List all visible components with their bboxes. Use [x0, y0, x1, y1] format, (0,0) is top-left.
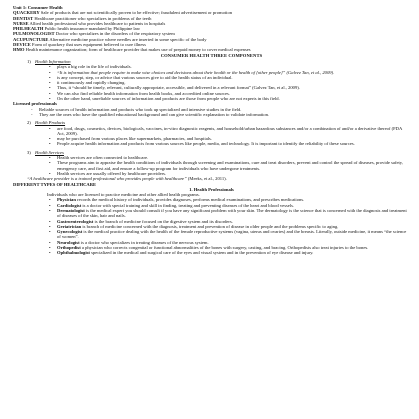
- professional-item: • Cardiologist is a doctor with special training and skill in finding, treating and preventing diseases of the heart and blood vessels.: [57, 203, 410, 208]
- definition-line: NURSE Allied health professional who provides healthcare to patients in hospitals: [13, 20, 166, 26]
- section-title: 3) Health Services: [27, 149, 64, 155]
- section-health-products: [13, 120, 410, 146]
- bullet-item: • it continuously and rapidly changing.: [57, 80, 410, 85]
- licensed-heading: Licensed professionals: [13, 101, 57, 107]
- professionals-list: [13, 197, 410, 255]
- definition-line: ACUPUNCTURE Alternative medicine practice where needles are inserted in some specific of the body: [13, 36, 207, 42]
- professionals-intro: Individuals who are licensed to practice medicine and other allied health programs.: [47, 192, 200, 198]
- bullet-list: [13, 155, 410, 176]
- bullet-item: • These programs aim to appraise the health conditions of individuals through screening and examinations, cure and treat disorders, prevent and control the spread of diseases, provide safety, emergency care, and first aid, and ensure a follow-up program for individuals who have undergone treatments.: [57, 160, 410, 171]
- bullet-item: • are food, drugs, cosmetics, devices, biologicals, vaccines, in-vitro diagnostic reagents, and household/urban hazardous substances and/or a combination of and/or a derivative thereof (FDA Act, 2009).: [57, 126, 410, 137]
- professional-item: • Neurologist is a doctor who specializes in treating diseases of the nervous system.: [57, 240, 410, 245]
- professionals-heading: 1. Health Professionals: [189, 186, 234, 192]
- section-health-services: [13, 150, 410, 176]
- bullet-item: • We can also find reliable health information from health books, and accredited online sources.: [57, 91, 410, 96]
- bullet-item: • plays a big role in the life of individuals.: [57, 64, 410, 69]
- professional-item: • Geriatrician is branch of medicine concerned with the diagnosis, treatment and prevention of disease in older people and the problems specific to aging.: [57, 224, 410, 229]
- definition-line: DEVICE Form of quackery that uses equipment believed to cure illness: [13, 42, 146, 48]
- section-title: 2) Health Products: [27, 120, 66, 126]
- bullet-item: • Thus, it “should be timely, relevant, culturally appropriate, accessible, and delivered in a relevant format” (Galvez Tan, et al., 2009).: [57, 85, 410, 90]
- professional-item: • Ophthalmologist specialized in the medical and surgical care of the eyes and visual system and in the prevention of eye disease and injury.: [57, 250, 410, 255]
- bullet-item: • Health services are often connected to healthcare.: [57, 155, 410, 160]
- bullet-item: • may be purchased from various places like supermarkets, pharmacies, and hospitals.: [57, 136, 410, 141]
- dash-item: - Reliable sources of health information and products who took up specialized and intensive studies in the field.: [39, 107, 410, 112]
- definitions-list: [13, 10, 410, 52]
- professional-item: • Dermatologist is the medical expert you should consult if you have any significant problem with your skin. The dermatology is the science that is concerned with the diagnosis and treatment of diseases of the skin, hair and nails.: [57, 208, 410, 219]
- bullet-list: [13, 64, 410, 101]
- licensed-list: [13, 107, 410, 118]
- bullet-item: • is any concept, step, or advice that various sources give to aid the health status of an individual.: [57, 75, 410, 80]
- bullet-item: • “It is information that people require to make wise choices and decisions about their health or the health of [other people]” (Galvez Tan, et al., 2009).: [57, 70, 410, 75]
- section-health-information: [13, 59, 410, 101]
- dash-item: - They are the ones who have the qualified educational background and can give scientific explanation to validate information.: [39, 112, 410, 117]
- bullet-item: • People acquire health information and products from various sources like people, media, and technology. It is important to identify the reliability of these sources.: [57, 141, 410, 146]
- bullet-item: • Health services are usually offered by healthcare providers.: [57, 171, 410, 176]
- definition-line: DENTIST Healthcare practitioner who specializes in problems of the teeth: [13, 15, 152, 21]
- bullet-list: [13, 126, 410, 147]
- definition-line: QUACKERY Sale of products that are not scientifically proven to be effective; fraudulent advertisement or promotion: [13, 10, 233, 16]
- provider-quote: “A healthcare provider is a trained professional who provides people with healthcare” (Meeks, et al., 2011).: [27, 176, 227, 182]
- definition-line: PULMONOLOGIST Doctor who specializes in the disorders of the respiratory system: [13, 31, 175, 37]
- definition-line: PHILHEALTH Public health insurance mandated by Philippine law: [13, 26, 141, 32]
- bullet-item: • On the other hand, unreliable sources of information and products are those from people who are not experts in this field.: [57, 96, 410, 101]
- unit-title: Unit 1: Consumer Health: [13, 5, 63, 10]
- professional-item: • Gynecologist is the medical practice dealing with the health of the female reproductive systems (vagina, uterus and ovaries) and the breasts. Literally, outside medicine, it means “the science of women”.: [57, 229, 410, 240]
- professional-item: • Orthopedist a physician who corrects congenital or functional abnormalities of the bones with surgery, casting, and bracing. Orthopedists also treat injuries to the bones.: [57, 245, 410, 250]
- components-heading: CONSUMER HEALTH THREE COMPONENTS: [160, 52, 263, 58]
- professional-item: • Physician records the medical history of individuals, provides diagnoses, performs medical examinations, and prescribes medications.: [57, 197, 410, 202]
- definition-line: HMO Health maintenance organization; form of healthcare provider that makes use of prepaid money to cover medical expenses: [13, 47, 251, 53]
- professional-item: • Gastroenterologist is the branch of medicine focused on the digestive system and its disorders.: [57, 219, 410, 224]
- section-title: 1) Health Information: [27, 58, 71, 64]
- types-heading: DIFFERENT TYPES OF HEALTHCARE: [13, 181, 97, 187]
